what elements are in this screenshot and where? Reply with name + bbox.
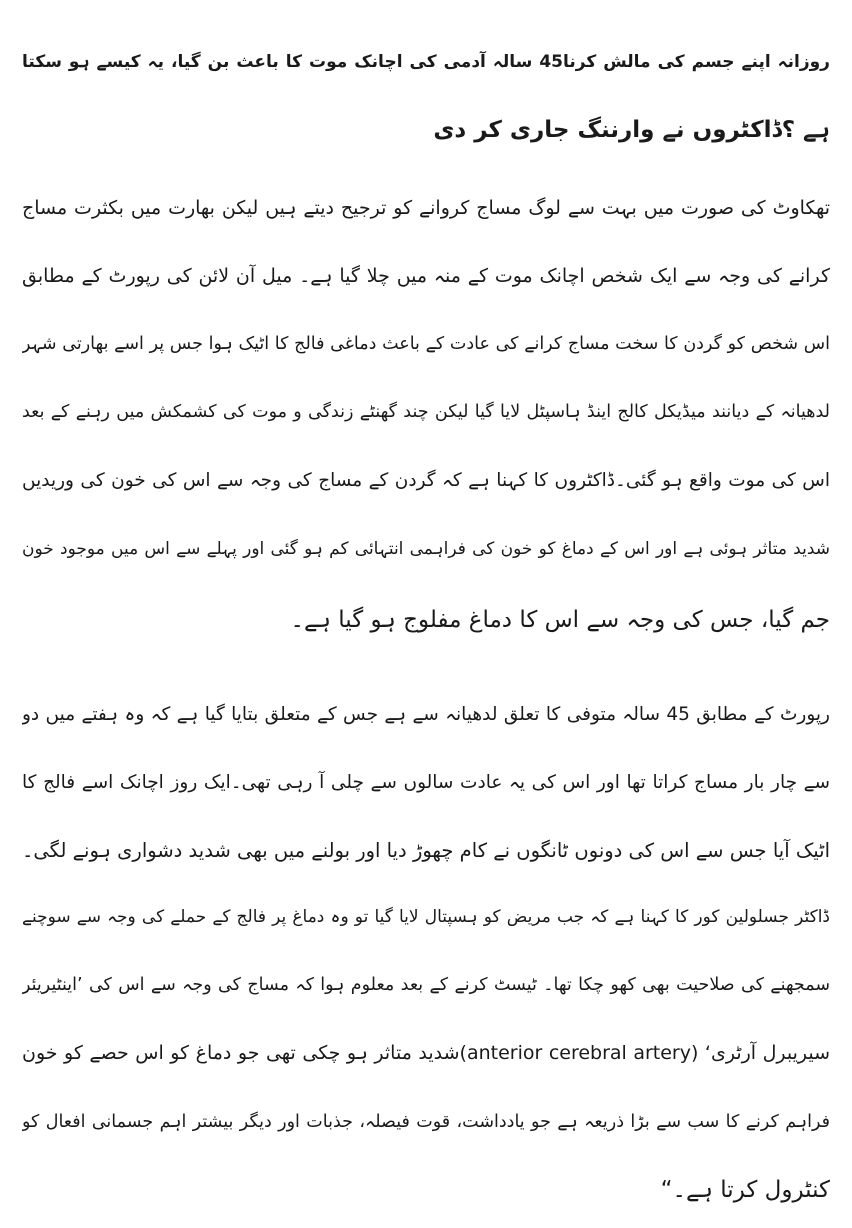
paragraph-line: سیریبرل آرٹری‘ (anterior cerebral artery)شدید متاثر ہو چکی تھی جو دماغ کو اس حصے کو خون xyxy=(22,1042,830,1064)
paragraph-line: اس شخص کو گردن کا سخت مساج کرانے کی عادت کے باعث دماغی فالج کا اٹیک ہوا جس پر اسے بھارتی شہر xyxy=(22,334,830,354)
paragraph-line: شدید متاثر ہوئی ہے اور اس کے دماغ کو خون کی فراہمی انتہائی کم ہو گئی اور پہلے سے اس میں موجود خون xyxy=(22,539,830,559)
paragraph-line: تھکاوٹ کی صورت میں بہت سے لوگ مساج کروانے کو ترجیح دیتے ہیں لیکن بھارت میں بکثرت مساج xyxy=(22,197,830,219)
headline-line: ہے ؟ڈاکٹروں نے وارننگ جاری کر دی xyxy=(433,117,830,143)
headline-line: روزانہ اپنے جسم کی مالش کرنا45 سالہ آدمی کی اچانک موت کا باعث بن گیا، یہ کیسے ہو سکتا xyxy=(22,52,830,72)
paragraph-line: فراہم کرنے کا سب سے بڑا ذریعہ ہے جو یادداشت، قوت فیصلہ، جذبات اور دیگر بیشتر اہم جسمانی افعال کو xyxy=(22,1112,830,1132)
paragraph-line: کرانے کی وجہ سے ایک شخص اچانک موت کے منہ میں چلا گیا ہے۔ میل آن لائن کی رپورٹ کے مطابق xyxy=(22,265,830,287)
paragraph-line: سے چار بار مساج کراتا تھا اور اس کی یہ عادت سالوں سے چلی آ رہی تھی۔ایک روز اچانک اسے فالج کا xyxy=(22,772,830,793)
paragraph-line: سمجھنے کی صلاحیت بھی کھو چکا تھا۔ ٹیسٹ کرنے کے بعد معلوم ہوا کہ مساج کی وجہ سے اس کی ’اینٹیریئر xyxy=(22,975,830,995)
paragraph-line: اس کی موت واقع ہو گئی۔ڈاکٹروں کا کہنا ہے کہ گردن کے مساج کی وجہ سے اس کی خون کی وریدیں xyxy=(22,470,830,491)
paragraph-line: ڈاکٹر جسلولین کور کا کہنا ہے کہ جب مریض کو ہسپتال لایا گیا تو وہ دماغ پر فالج کے حملے کی وجہ سے سوچنے xyxy=(22,907,830,927)
paragraph-line: جم گیا، جس کی وجہ سے اس کا دماغ مفلوج ہو گیا ہے۔ xyxy=(290,607,830,633)
paragraph-line: رپورٹ کے مطابق 45 سالہ متوفی کا تعلق لدھیانہ سے ہے جس کے متعلق بتایا گیا ہے کہ وہ ہفتے میں دو xyxy=(22,704,830,725)
paragraph-line: لدھیانہ کے دیانند میڈیکل کالج اینڈ ہاسپٹل لایا گیا لیکن چند گھنٹے زندگی و موت کی کشمکش میں رہنے کے بعد xyxy=(22,402,830,422)
paragraph-line: اٹیک آیا جس سے اس کی دونوں ٹانگوں نے کام چھوڑ دیا اور بولنے میں بھی شدید دشواری ہونے لگی۔ xyxy=(22,839,830,862)
paragraph-line: کنٹرول کرتا ہے۔“ xyxy=(660,1177,830,1203)
